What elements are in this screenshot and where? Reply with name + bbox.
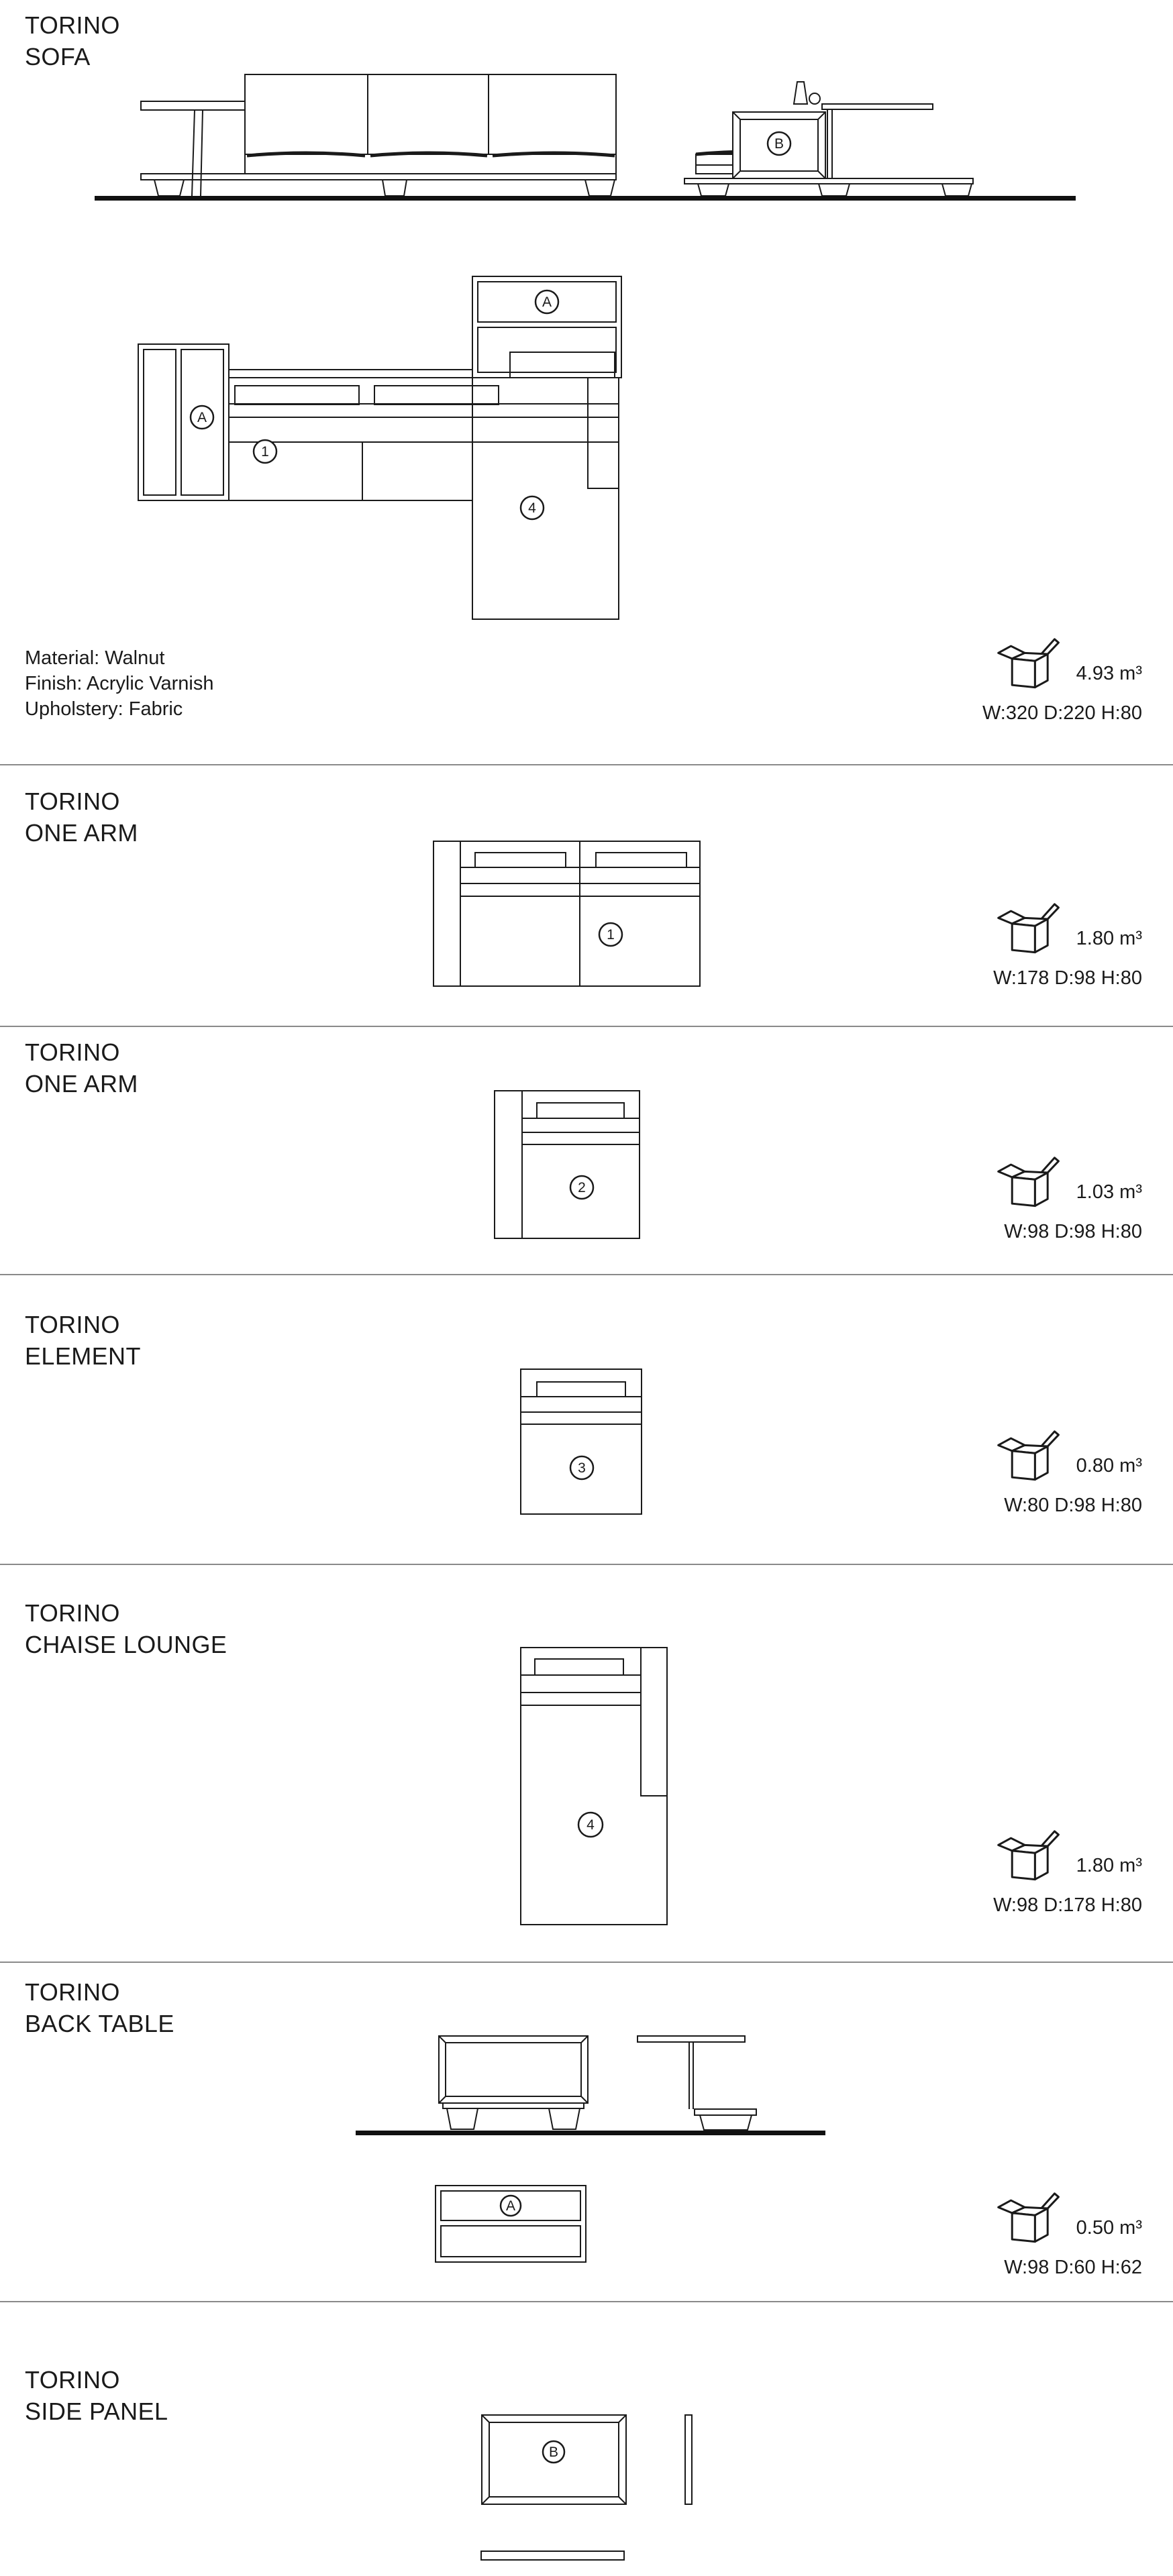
marker-side-panel xyxy=(543,2441,564,2463)
dimensions-value: W:320 D:220 H:80 xyxy=(982,702,1142,724)
volume-value: 1.03 m³ xyxy=(1076,1181,1142,1203)
volume-box-icon xyxy=(997,634,1060,690)
product-title-line2: SOFA xyxy=(25,43,91,70)
product-title-line2: ONE ARM xyxy=(25,1070,138,1097)
side-panel-plan-drawing xyxy=(480,2549,625,2563)
dimensions-value: W:178 D:98 H:80 xyxy=(993,967,1142,989)
spec-block xyxy=(961,634,1142,724)
spec-block xyxy=(961,1152,1142,1243)
product-title-line2: CHAISE LOUNGE xyxy=(25,1631,227,1658)
marker-side-view-panel-label: B xyxy=(774,136,784,152)
spec-block xyxy=(961,1826,1142,1917)
volume-value: 1.80 m³ xyxy=(1076,1855,1142,1876)
product-title-line1: TORINO xyxy=(25,1311,120,1338)
marker-side-panel xyxy=(191,406,213,429)
marker-back-table-label: A xyxy=(542,294,552,310)
volume-row xyxy=(961,634,1142,690)
section-one-arm-large xyxy=(0,765,1173,1027)
finish-line: Finish: Acrylic Varnish xyxy=(25,673,214,694)
marker-back-table-label: A xyxy=(505,2198,516,2214)
volume-value: 1.80 m³ xyxy=(1076,928,1142,949)
product-title-line2: BACK TABLE xyxy=(25,2010,174,2037)
volume-row xyxy=(961,1426,1142,1483)
marker-side-panel-label: B xyxy=(548,2445,559,2460)
ground-line xyxy=(356,2131,825,2135)
product-title xyxy=(25,1976,174,2039)
section-element xyxy=(0,1275,1173,1565)
marker-chaise-label: 4 xyxy=(528,500,536,516)
volume-box-icon xyxy=(997,1826,1060,1882)
volume-box-icon xyxy=(997,1152,1060,1209)
marker-element xyxy=(570,1176,593,1199)
product-title-line1: TORINO xyxy=(25,11,120,39)
product-title-line2: SIDE PANEL xyxy=(25,2398,168,2425)
product-title-line1: TORINO xyxy=(25,2366,120,2394)
dimensions-value: W:98 D:178 H:80 xyxy=(993,1894,1142,1916)
spec-block xyxy=(961,2188,1142,2279)
section-back-table xyxy=(0,1963,1173,2302)
product-title-line1: TORINO xyxy=(25,1599,120,1627)
material-line: Material: Walnut xyxy=(25,647,165,669)
marker-element-label: 2 xyxy=(578,1180,586,1195)
volume-row xyxy=(961,899,1142,955)
product-title xyxy=(25,1597,227,1660)
chaise-plan-drawing xyxy=(520,1647,668,1925)
volume-row xyxy=(961,1826,1142,1882)
ground-line xyxy=(95,196,1076,201)
volume-box-icon xyxy=(997,2188,1060,2245)
product-title xyxy=(25,9,120,72)
section-one-arm-small xyxy=(0,1027,1173,1275)
product-title-line1: TORINO xyxy=(25,788,120,815)
marker-side-view-panel xyxy=(768,132,790,155)
marker-element xyxy=(599,923,622,946)
dimensions-value: W:80 D:98 H:80 xyxy=(1004,1495,1142,1516)
dimensions-value: W:98 D:98 H:80 xyxy=(1004,1221,1142,1242)
volume-value: 0.50 m³ xyxy=(1076,2217,1142,2239)
marker-element-label: 4 xyxy=(586,1817,595,1833)
section-side-panel xyxy=(0,2302,1173,2576)
marker-seat-label: 1 xyxy=(261,444,269,460)
marker-element xyxy=(578,1813,603,1837)
side-panel-front-drawing xyxy=(480,2414,762,2508)
product-title xyxy=(25,786,138,849)
section-chaise-lounge xyxy=(0,1565,1173,1963)
volume-box-icon xyxy=(997,1426,1060,1483)
product-title-line2: ONE ARM xyxy=(25,819,138,847)
product-title xyxy=(25,1036,138,1099)
spec-block xyxy=(961,1426,1142,1517)
marker-chaise xyxy=(521,496,544,519)
marker-element-label: 1 xyxy=(607,927,615,943)
marker-element xyxy=(570,1456,593,1479)
dimensions-value: W:98 D:60 H:62 xyxy=(1004,2257,1142,2278)
upholstery-line: Upholstery: Fabric xyxy=(25,698,183,720)
volume-value: 0.80 m³ xyxy=(1076,1455,1142,1477)
back-table-plan-drawing xyxy=(434,2184,588,2265)
product-title xyxy=(25,1309,141,1372)
volume-row xyxy=(961,1152,1142,1209)
marker-back-table xyxy=(501,2196,521,2216)
one-arm-small-plan-drawing xyxy=(494,1090,640,1239)
element-plan-drawing xyxy=(520,1368,642,1515)
back-table-elevation-drawing xyxy=(356,2031,825,2139)
marker-side-panel-label: A xyxy=(197,410,207,425)
marker-seat xyxy=(254,440,276,463)
marker-element-label: 3 xyxy=(578,1460,586,1476)
volume-box-icon xyxy=(997,899,1060,955)
one-arm-large-plan-drawing xyxy=(433,841,701,987)
sofa-plan-drawing xyxy=(134,272,778,624)
sofa-elevation-drawing xyxy=(94,71,1087,205)
volume-row xyxy=(961,2188,1142,2245)
product-title-line2: ELEMENT xyxy=(25,1342,141,1370)
materials-block xyxy=(25,645,214,722)
spec-block xyxy=(961,899,1142,989)
product-title-line1: TORINO xyxy=(25,1038,120,1066)
product-title-line1: TORINO xyxy=(25,1978,120,2006)
product-title xyxy=(25,2364,168,2427)
marker-back-table xyxy=(536,290,558,313)
volume-value: 4.93 m³ xyxy=(1076,663,1142,684)
section-sofa xyxy=(0,0,1173,765)
